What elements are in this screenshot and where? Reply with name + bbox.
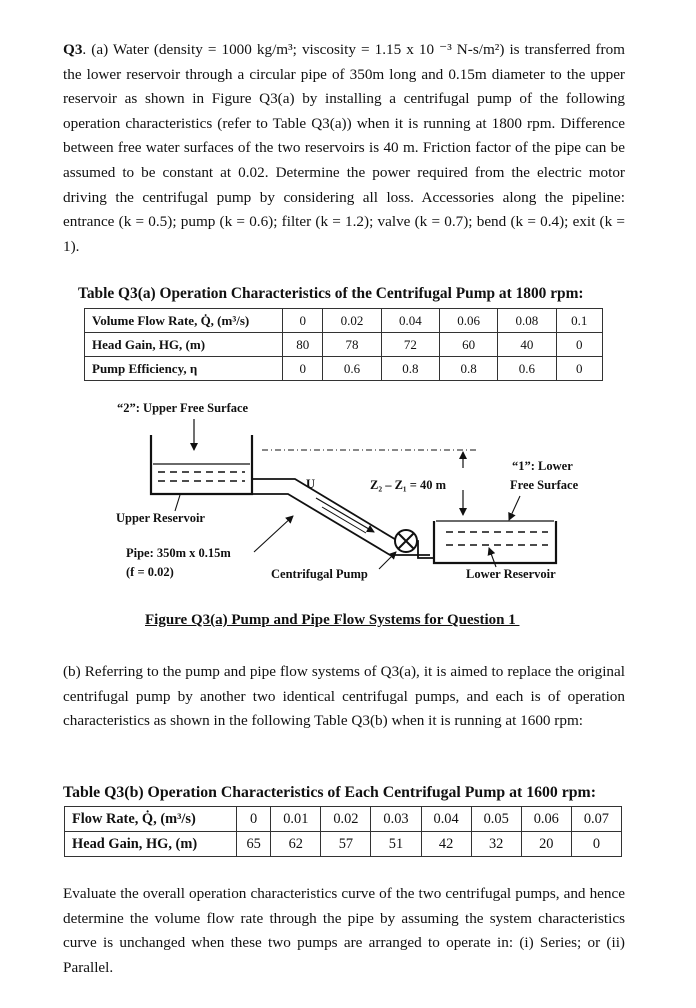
figure-caption: Figure Q3(a) Pump and Pipe Flow Systems for Question 1 [145, 612, 520, 628]
lower-free-surface-label-2: Free Surface [510, 478, 579, 492]
table-cell: 0 [237, 807, 271, 832]
table-cell: 0 [283, 357, 323, 381]
table-cell: 72 [381, 333, 439, 357]
pipe-arrow [254, 516, 293, 552]
table-cell: 0 [556, 357, 602, 381]
table-a-row-header: Volume Flow Rate, Q̇, (m³/s) [85, 309, 283, 333]
table-cell: 0 [283, 309, 323, 333]
question-3a-text: . (a) Water (density = 1000 kg/m³; viscosity = 1.15 x 10 ⁻³ N-s/m²) is transferred from the lower reservoir through a circular pipe of 350m long and 0.15m diameter to the upper reservoir as shown in Figure Q3(a) by installing a centrifugal pump of the following operation characteristics (refer to Table Q3(a)) when it is running at 1800 rpm. Difference between free water surfaces of the two reservoirs is 40 m. Friction factor of the pipe can be assumed to be constant at 0.02. Determine the power required from the electric motor driving the centrifugal pump by considering all loss. Accessories along the pipeline: entrance (k = 0.5); pump (k = 0.6); filter (k = 1.2); valve (k = 0.7); bend (k = 0.4); exit (k = 1). [63, 41, 625, 255]
table-cell: 0.06 [439, 309, 497, 333]
table-cell: 0.03 [371, 807, 421, 832]
question-3b-paragraph: (b) Referring to the pump and pipe flow systems of Q3(a), it is aimed to replace the original centrifugal pump by another two identical centrifugal pumps, and each is of operation characteristics as shown in the following Table Q3(b) when it is running at 1600 rpm: [63, 663, 625, 730]
pump-label: Centrifugal Pump [271, 567, 368, 581]
table-b-row-header: Head Gain, HG, (m) [65, 832, 237, 857]
table-cell: 0.02 [321, 807, 371, 832]
table-a [84, 308, 603, 381]
table-cell: 57 [321, 832, 371, 857]
friction-label: (f = 0.02) [126, 565, 174, 579]
table-cell: 20 [521, 832, 571, 857]
lower-reservoir-tank [434, 521, 556, 563]
table-row [85, 309, 603, 333]
question-label: Q3 [63, 41, 83, 58]
table-cell: 0.07 [571, 807, 621, 832]
pump-pipe-figure [0, 395, 696, 605]
table-cell: 0.04 [381, 309, 439, 333]
table-cell: 0.6 [323, 357, 381, 381]
table-row [65, 807, 622, 832]
table-cell: 0.8 [439, 357, 497, 381]
table-cell: 0.01 [271, 807, 321, 832]
lower-reservoir-arrow [489, 548, 496, 567]
upper-reservoir-label: Upper Reservoir [116, 511, 205, 525]
table-a-caption: Table Q3(a) Operation Characteristics of the Centrifugal Pump at 1800 rpm: [78, 285, 584, 302]
table-cell: 51 [371, 832, 421, 857]
table-b-row-header: Flow Rate, Q̇, (m³/s) [65, 807, 237, 832]
lower-free-surface-label-1: “1”: Lower [512, 459, 573, 473]
question-3c-paragraph: Evaluate the overall operation characteristics curve of the two centrifugal pumps, and hence determine the volume flow rate through the pipe by assuming the system characteristics curve is unchanged when these two pumps are arranged to operate in: (i) Series; or (ii) Parallel. [63, 885, 625, 976]
table-cell: 0.1 [556, 309, 602, 333]
table-cell: 0.02 [323, 309, 381, 333]
table-a-row-header: Pump Efficiency, η [85, 357, 283, 381]
table-row [65, 832, 622, 857]
upper-reservoir-leader [175, 495, 180, 511]
lower-reservoir-label: Lower Reservoir [466, 567, 556, 581]
table-b [64, 806, 622, 857]
table-cell: 42 [421, 832, 471, 857]
table-cell: 0.04 [421, 807, 471, 832]
table-cell: 0.8 [381, 357, 439, 381]
table-cell: 0.08 [498, 309, 556, 333]
table-cell: 65 [237, 832, 271, 857]
table-cell: 0 [571, 832, 621, 857]
table-row [85, 357, 603, 381]
table-cell: 78 [323, 333, 381, 357]
question-3a-paragraph [63, 38, 625, 259]
table-cell: 62 [271, 832, 321, 857]
table-cell: 0.05 [471, 807, 521, 832]
table-cell: 0.06 [521, 807, 571, 832]
velocity-label: U [306, 477, 316, 491]
table-cell: 32 [471, 832, 521, 857]
elevation-difference-label: Z₂ – Z₁ = 40 m [370, 478, 447, 492]
table-a-row-header: Head Gain, HG, (m) [85, 333, 283, 357]
table-cell: 0.6 [498, 357, 556, 381]
table-b-caption: Table Q3(b) Operation Characteristics of Each Centrifugal Pump at 1600 rpm: [63, 784, 596, 801]
table-row [85, 333, 603, 357]
table-cell: 40 [498, 333, 556, 357]
table-cell: 80 [283, 333, 323, 357]
table-cell: 60 [439, 333, 497, 357]
lower-surface-arrow [509, 496, 520, 520]
flow-arrow-tail [322, 507, 366, 533]
table-cell: 0 [556, 333, 602, 357]
pipe-label: Pipe: 350m x 0.15m [126, 546, 231, 560]
upper-free-surface-label: “2”: Upper Free Surface [117, 401, 249, 415]
